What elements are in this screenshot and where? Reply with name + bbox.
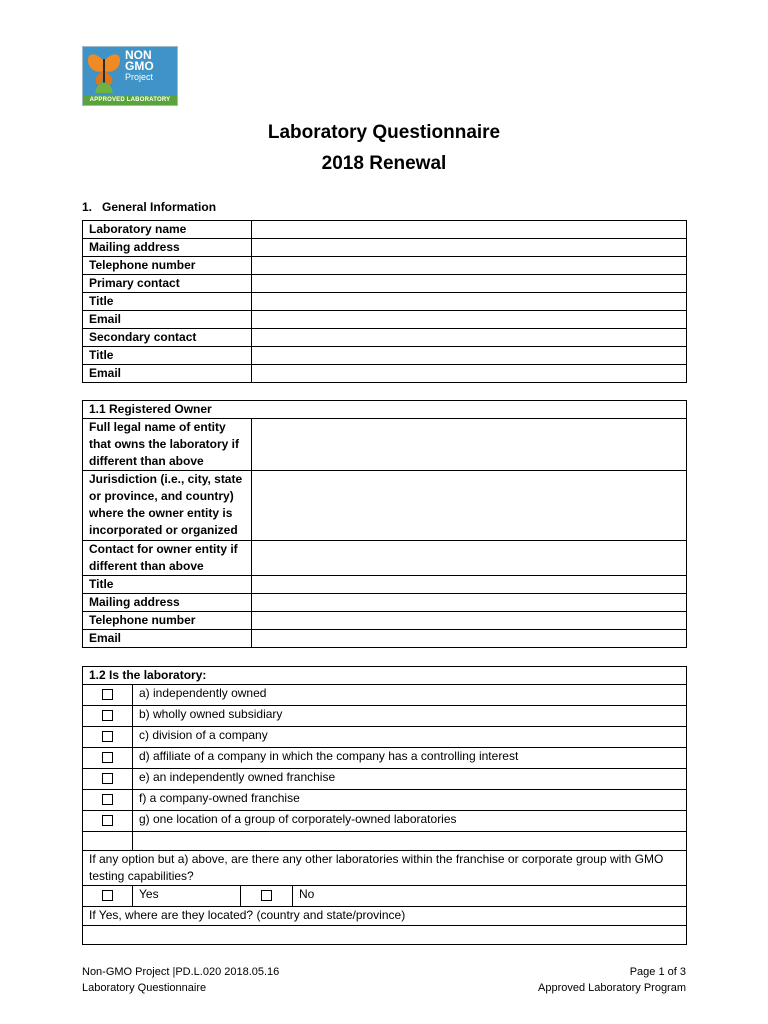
owner-legal-name-field[interactable] [252,419,687,471]
footer-left [82,964,279,996]
section-1-title: General Information [102,200,217,214]
logo-project: Project [125,72,154,82]
row-label: Laboratory name [83,221,252,239]
butterfly-icon [83,47,125,95]
page-title: Laboratory Questionnaire [267,122,501,143]
footer-program-name: Approved Laboratory Program [538,982,686,994]
row-label: Telephone number [83,257,252,275]
option-c-checkbox[interactable] [83,727,133,748]
no-label: No [293,886,687,907]
option-g-checkbox[interactable] [83,811,133,832]
non-gmo-project-logo [82,46,178,106]
laboratory-name-field[interactable] [252,221,687,239]
page-subtitle: 2018 Renewal [321,153,447,174]
logo-wordmark [125,50,175,83]
logo-gmo: GMO [125,59,154,73]
primary-title-field[interactable] [252,293,687,311]
option-label: e) an independently owned franchise [133,769,687,790]
primary-contact-field[interactable] [252,275,687,293]
owner-telephone-field[interactable] [252,612,687,630]
registered-owner-table [82,400,687,648]
yes-label: Yes [133,886,241,907]
row-label: Title [83,347,252,365]
general-information-table [82,220,687,383]
owner-email-field[interactable] [252,630,687,648]
row-label: Primary contact [83,275,252,293]
registered-owner-heading: 1.1 Registered Owner [83,401,687,419]
secondary-contact-field[interactable] [252,329,687,347]
row-label: Secondary contact [83,329,252,347]
row-label: Telephone number [83,612,252,630]
checkbox-icon [261,890,272,901]
row-label: Email [83,630,252,648]
primary-email-field[interactable] [252,311,687,329]
checkbox-icon [102,794,113,805]
checkbox-icon [102,731,113,742]
row-label: Mailing address [83,594,252,612]
checkbox-icon [102,890,113,901]
jurisdiction-field[interactable] [252,471,687,541]
owner-mailing-address-field[interactable] [252,594,687,612]
laboratory-type-table [82,666,687,945]
row-label: Title [83,293,252,311]
checkbox-icon [102,752,113,763]
footer-document-name: Laboratory Questionnaire [82,982,207,994]
checkbox-icon [102,773,113,784]
other-laboratories-question: If any option but a) above, are there any other laboratories within the franchise or corporate group with GMO testing capabilities? [83,851,687,886]
row-label: Email [83,311,252,329]
option-label: a) independently owned [133,685,687,706]
location-question: If Yes, where are they located? (country and state/province) [83,907,687,926]
section-1-heading [82,200,216,214]
option-f-checkbox[interactable] [83,790,133,811]
checkbox-icon [102,689,113,700]
row-label: Contact for owner entity if different than above [83,541,252,576]
option-d-checkbox[interactable] [83,748,133,769]
no-checkbox[interactable] [241,886,293,907]
secondary-title-field[interactable] [252,347,687,365]
footer-right [538,964,686,996]
footer-document-id: Non-GMO Project |PD.L.020 2018.05.16 [82,966,280,978]
blank-option-cell[interactable] [133,832,687,851]
owner-title-field[interactable] [252,576,687,594]
row-label: Title [83,576,252,594]
checkbox-icon [102,710,113,721]
row-label: Mailing address [83,239,252,257]
option-a-checkbox[interactable] [83,685,133,706]
option-label: f) a company-owned franchise [133,790,687,811]
secondary-email-field[interactable] [252,365,687,383]
laboratory-type-heading: 1.2 Is the laboratory: [83,667,687,685]
blank-checkbox-cell [83,832,133,851]
location-answer-field[interactable] [83,926,687,945]
logo-band: APPROVED LABORATORY [83,95,177,105]
option-label: c) division of a company [133,727,687,748]
telephone-number-field[interactable] [252,257,687,275]
checkbox-icon [102,815,113,826]
row-label: Jurisdiction (i.e., city, state or province, and country) where the owner entity is incorporated or organized [83,471,252,541]
yes-checkbox[interactable] [83,886,133,907]
option-label: b) wholly owned subsidiary [133,706,687,727]
logo-non: NON [125,48,152,62]
option-label: d) affiliate of a company in which the company has a controlling interest [133,748,687,769]
mailing-address-field[interactable] [252,239,687,257]
option-b-checkbox[interactable] [83,706,133,727]
option-label: g) one location of a group of corporately-owned laboratories [133,811,687,832]
owner-contact-field[interactable] [252,541,687,576]
option-e-checkbox[interactable] [83,769,133,790]
section-1-number: 1. [82,200,93,214]
row-label: Full legal name of entity that owns the laboratory if different than above [83,419,252,471]
row-label: Email [83,365,252,383]
page-number: Page 1 of 3 [629,966,686,978]
